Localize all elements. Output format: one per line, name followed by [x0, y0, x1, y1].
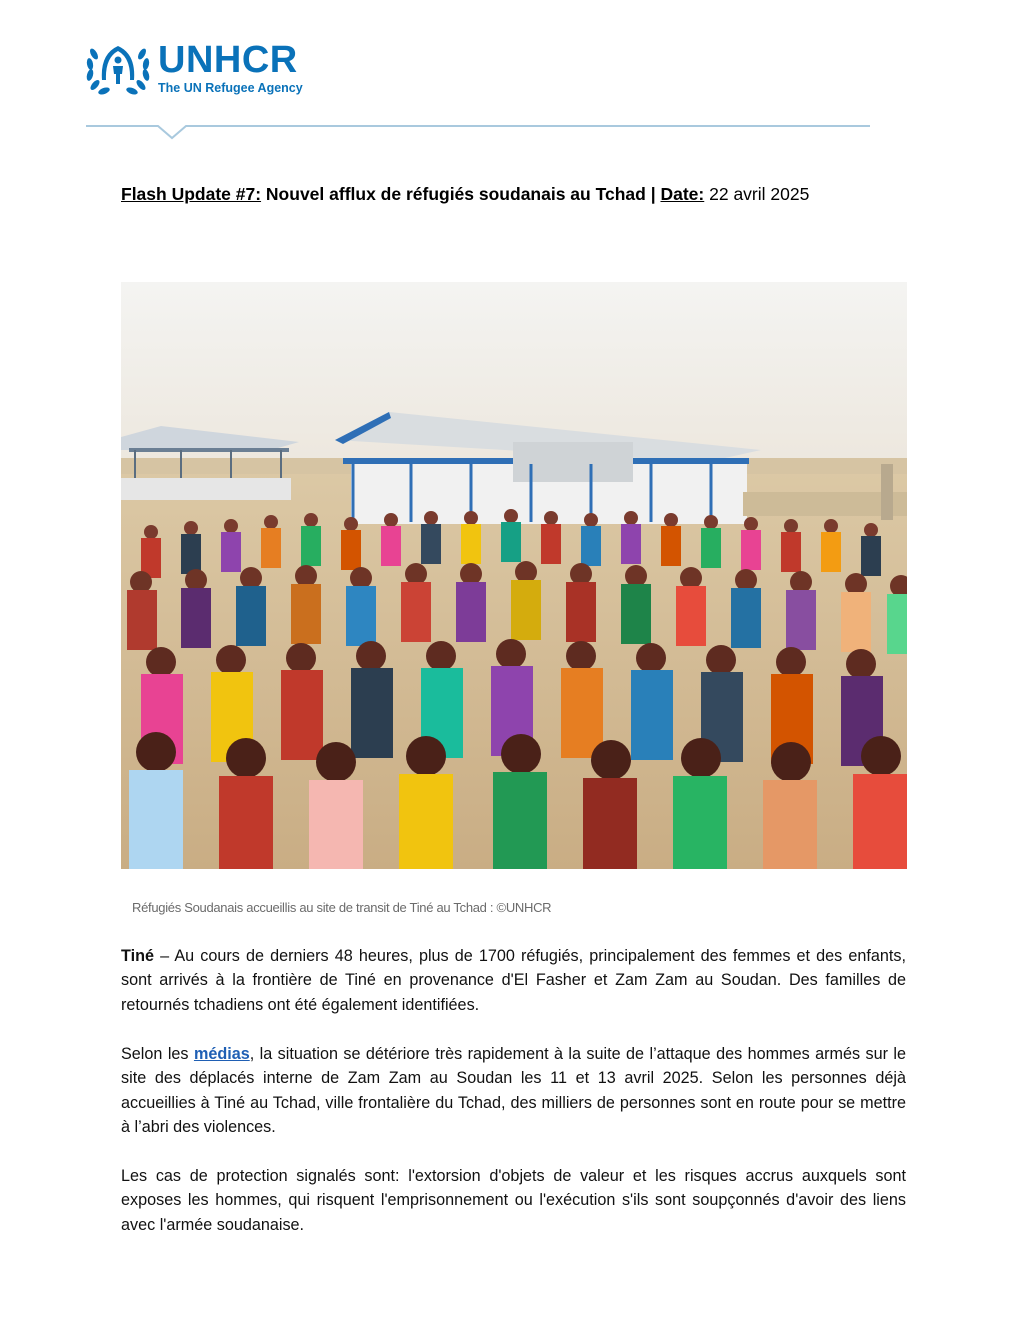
paragraph-2-after: , la situation se détériore très rapidement à la suite de l’attaque des hommes armés sur le site des déplacés interne de Zam Zam au Soudan les 11 et 13 avril 2025. Selon les personnes déjà accueillies à Tiné au Tchad, ville frontalière du Tchad, des milliers de personnes sont en route pour se mettre à l’abri des violences.	[121, 1045, 906, 1136]
unhcr-emblem-icon	[84, 40, 152, 96]
title-label: Flash Update #7:	[121, 184, 262, 204]
refugees-photo	[121, 282, 907, 869]
title-separator: |	[650, 184, 656, 204]
org-tagline: The UN Refugee Agency	[158, 81, 303, 95]
medias-link[interactable]: médias	[193, 1045, 250, 1063]
paragraph-3: Les cas de protection signalés sont: l'extorsion d'objets de valeur et les risques accrus auxquels sont exposes les hommes, qui risquent l'emprisonnement ou l'exécution s'ils sont soupçonnés d'avoir des liens avec l'armée soudanaise.	[121, 1167, 906, 1234]
date-label: Date:	[660, 184, 705, 204]
paragraph-2	[121, 1042, 906, 1139]
paragraph-1	[121, 944, 906, 1017]
paragraph-2-before: Selon les	[121, 1045, 194, 1063]
crowd-image	[121, 282, 907, 869]
org-name: UNHCR	[158, 39, 298, 81]
date-value: 22 avril 2025	[709, 184, 810, 204]
page-title	[121, 184, 911, 205]
header-divider	[86, 118, 870, 140]
paragraph-1-lead: Tiné	[121, 947, 154, 965]
paragraph-1-text: – Au cours de derniers 48 heures, plus de 1700 réfugiés, principalement des femmes et des enfants, sont arrivés à la frontière de Tiné en provenance d'El Fasher et Zam Zam au Soudan. Des familles de retournés tchadiens ont été également identifiées.	[121, 947, 906, 1014]
title-text: Nouvel afflux de réfugiés soudanais au Tchad	[265, 184, 646, 204]
photo-caption: Réfugiés Soudanais accueillis au site de transit de Tiné au Tchad : ©UNHCR	[132, 900, 552, 915]
unhcr-logo	[84, 40, 303, 96]
